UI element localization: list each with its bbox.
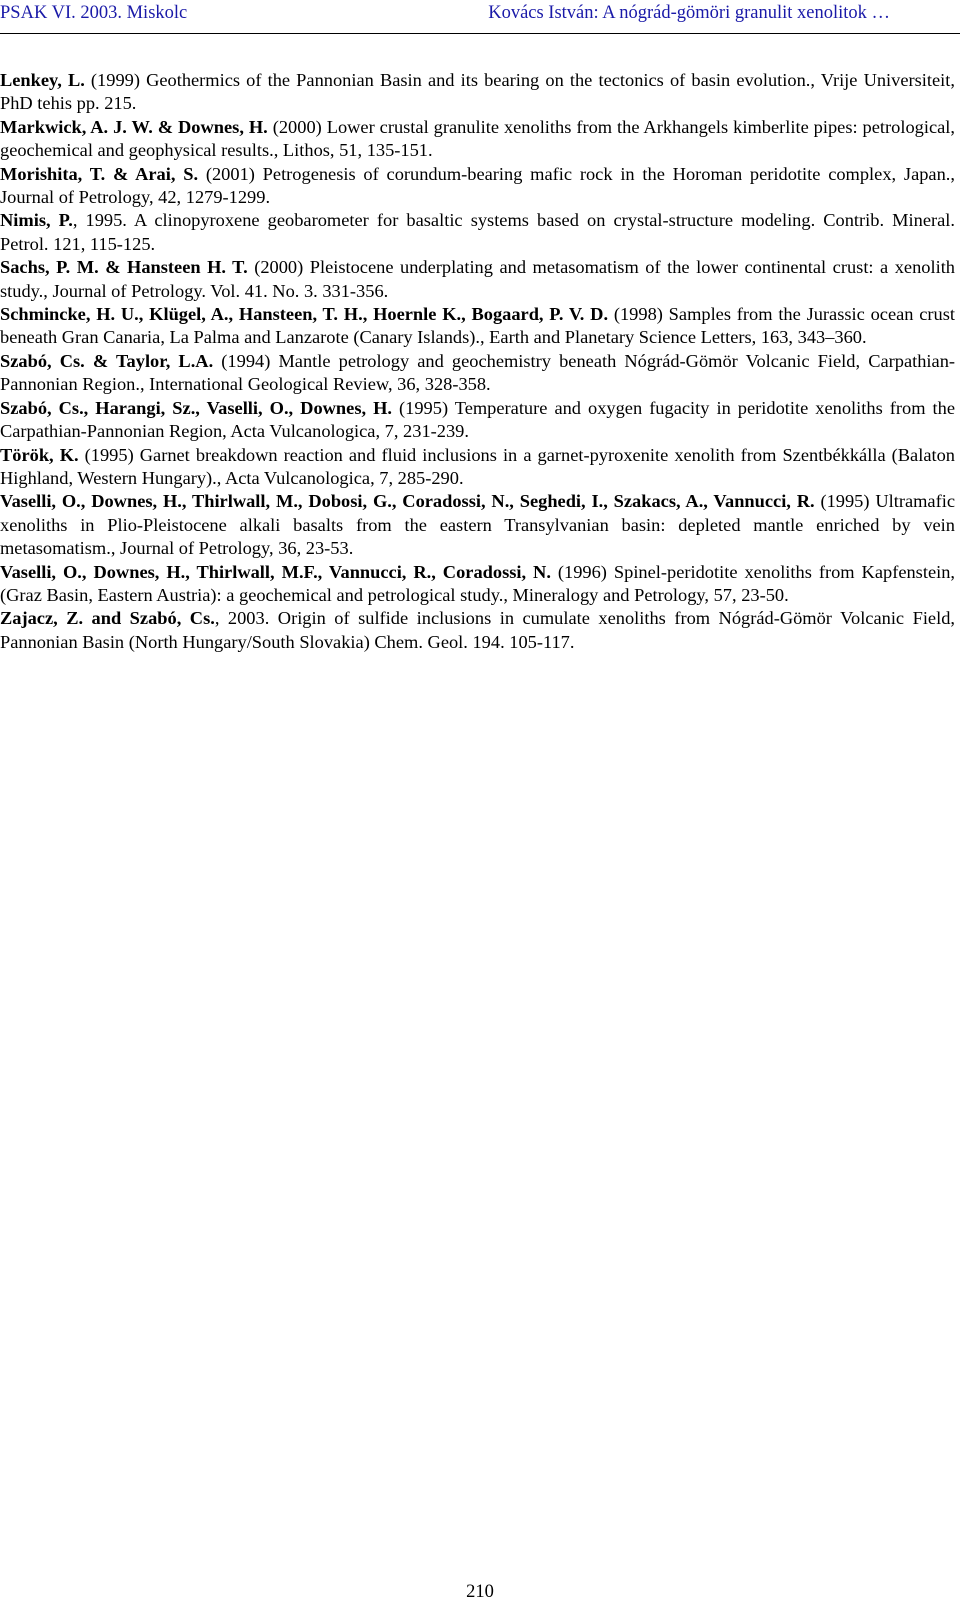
reference-authors: Markwick, A. J. W. & Downes, H. <box>0 116 268 137</box>
reference-entry <box>0 397 955 444</box>
page-number: 210 <box>466 1582 494 1602</box>
reference-entry <box>0 561 955 608</box>
reference-authors: Schmincke, H. U., Klügel, A., Hansteen, T. H., Hoernle K., Bogaard, P. V. D. <box>0 304 609 325</box>
reference-details: (2000) Lower crustal granulite xenoliths from the Arkhangels kimberlite pipes: petrological, geochemical and geophysical results., Lithos, 51, 135-151. <box>0 116 955 161</box>
reference-entry <box>0 444 955 491</box>
reference-details: (1995) Garnet breakdown reaction and fluid inclusions in a garnet-pyroxenite xenolith from Szentbékkálla (Balaton Highland, Western Hungary)., Acta Vulcanologica, 7, 285-290. <box>0 444 955 488</box>
reference-entry <box>0 607 955 654</box>
reference-entry <box>0 69 955 116</box>
reference-authors: Nimis, P. <box>0 210 73 231</box>
reference-details: (1995) Temperature and oxygen fugacity in peridotite xenoliths from the Carpathian-Pannonian Region, Acta Vulcanologica, 7, 231-239. <box>0 397 955 442</box>
reference-entry <box>0 490 955 560</box>
reference-authors: Lenkey, L. <box>0 70 85 90</box>
reference-entry <box>0 350 955 397</box>
reference-authors: Vaselli, O., Downes, H., Thirlwall, M., Dobosi, G., Coradossi, N., Seghedi, I., Szakacs, A., Vannucci, R. <box>0 491 815 512</box>
reference-entry <box>0 209 955 256</box>
reference-list <box>0 69 955 654</box>
header-right-text: Kovács István: A nógrád-gömöri granulit xenolitok … <box>488 3 890 23</box>
reference-details: (1999) Geothermics of the Pannonian Basin and its bearing on the tectonics of basin evolution., Vrije Universiteit, PhD tehis pp. 215. <box>0 70 955 114</box>
reference-authors: Sachs, P. M. & Hansteen H. T. <box>0 257 248 278</box>
reference-entry <box>0 303 955 350</box>
reference-details: (1998) Samples from the Jurassic ocean crust beneath Gran Canaria, La Palma and Lanzarote (Canary Islands)., Earth and Planetary Science Letters, 163, 343–360. <box>0 304 955 348</box>
reference-entry <box>0 163 955 210</box>
reference-details: , 2003. Origin of sulfide inclusions in cumulate xenoliths from Nógrád-Gömör Volcanic Field, Pannonian Basin (North Hungary/South Slovakia) Chem. Geol. 194. 105-117. <box>0 608 955 652</box>
reference-details: (1996) Spinel-peridotite xenoliths from Kapfenstein, (Graz Basin, Eastern Austria): a geochemical and petrological study., Mineralogy and Petrology, 57, 23-50. <box>0 561 956 605</box>
running-header <box>0 0 960 34</box>
reference-authors: Török, K. <box>0 444 79 465</box>
reference-authors: Vaselli, O., Downes, H., Thirlwall, M.F., Vannucci, R., Coradossi, N. <box>0 561 551 582</box>
reference-details: , 1995. A clinopyroxene geobarometer for basaltic systems based on crystal-structure modeling. Contrib. Mineral. Petrol. 121, 115-125. <box>0 210 955 254</box>
reference-details: (2001) Petrogenesis of corundum-bearing mafic rock in the Horoman peridotite complex, Japan., Journal of Petrology, 42, 1279-1299. <box>0 163 955 208</box>
reference-entry <box>0 116 955 163</box>
reference-entry <box>0 256 955 303</box>
reference-authors: Szabó, Cs. & Taylor, L.A. <box>0 350 214 371</box>
header-left-text: PSAK VI. 2003. Miskolc <box>0 3 188 23</box>
reference-authors: Szabó, Cs., Harangi, Sz., Vaselli, O., Downes, H. <box>0 397 393 418</box>
reference-details: (1994) Mantle petrology and geochemistry beneath Nógrád-Gömör Volcanic Field, Carpathian-Pannonian Region., International Geological Review, 36, 328-358. <box>0 350 956 395</box>
reference-details: (1995) Ultramafic xenoliths in Plio-Pleistocene alkali basalts from the eastern Transylvanian basin: depleted mantle enriched by vein metasomatism., Journal of Petrology, 36, 23-53. <box>0 491 955 559</box>
reference-authors: Zajacz, Z. and Szabó, Cs. <box>0 608 215 629</box>
reference-details: (2000) Pleistocene underplating and metasomatism of the lower continental crust: a xenolith study., Journal of Petrology. Vol. 41. No. 3. 331-356. <box>0 257 955 301</box>
reference-authors: Morishita, T. & Arai, S. <box>0 163 199 184</box>
